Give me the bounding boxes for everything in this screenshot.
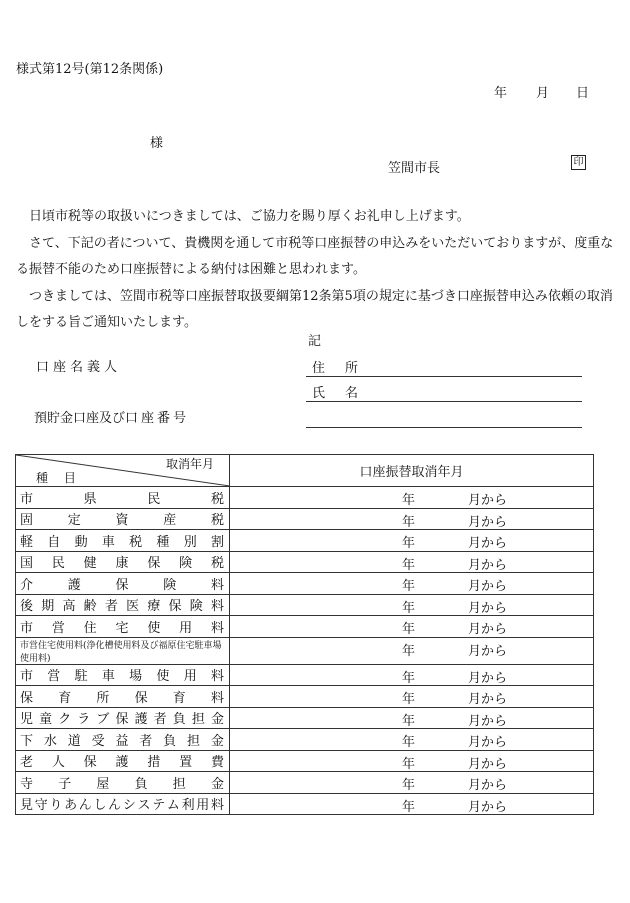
table-row: [16, 729, 594, 751]
cancel-month-cell: [230, 594, 594, 616]
category-char: 老: [20, 755, 34, 771]
category-char: 寺: [20, 776, 34, 792]
category-char: 自: [47, 534, 61, 550]
category-cell: [16, 664, 230, 686]
category-char: 産: [163, 513, 177, 529]
category-char: 種: [156, 534, 170, 550]
cancel-month-cell: [230, 573, 594, 595]
year-suffix: 年: [402, 622, 416, 637]
category-char: 介: [20, 577, 34, 593]
category-char: 金: [210, 733, 224, 749]
category-char: ム: [166, 798, 180, 814]
month-suffix: 月から: [468, 600, 508, 616]
category-char: 担: [187, 733, 201, 749]
category-char: 料: [210, 798, 224, 814]
cancel-month-cell: [230, 637, 594, 664]
category-cell: [16, 530, 230, 552]
table-row: [16, 616, 594, 638]
category-char: 駐: [74, 669, 88, 685]
cancel-month-cell: [230, 729, 594, 751]
category-char: 子: [58, 776, 72, 792]
category-char: 育: [172, 690, 186, 706]
category-char: 金: [210, 712, 224, 728]
year-suffix: 年: [402, 643, 416, 659]
category-label: [16, 509, 229, 528]
category-char: 動: [74, 534, 88, 550]
year-suffix: 年: [402, 713, 416, 729]
account-underline: [306, 427, 582, 428]
category-char: り: [49, 798, 63, 814]
table-row: [16, 594, 594, 616]
table-row: [16, 508, 594, 530]
category-char: 保: [115, 577, 129, 593]
category-char: 道: [67, 733, 81, 749]
year-suffix: 年: [402, 799, 416, 815]
category-char: 健: [83, 556, 97, 572]
category-cell: [16, 750, 230, 772]
category-char: 下: [20, 733, 34, 749]
category-char: 受: [91, 733, 105, 749]
category-label: [16, 665, 229, 684]
category-char: ん: [108, 798, 122, 814]
category-char: 医: [126, 599, 140, 615]
category-char: 負: [163, 733, 177, 749]
body-text: [16, 204, 616, 337]
category-char: 料: [210, 599, 224, 615]
category-char: 営: [47, 669, 61, 685]
category-char: 童: [39, 712, 53, 728]
category-char: 期: [41, 599, 55, 615]
month-suffix: 月から: [468, 670, 508, 686]
category-char: 利: [181, 798, 195, 814]
category-label: [16, 730, 229, 749]
category-char: 措: [147, 755, 161, 771]
corner-header-cell: [16, 455, 230, 487]
table-row: [16, 487, 594, 509]
category-char: 料: [210, 620, 224, 636]
category-cell: [16, 487, 230, 509]
body-paragraph: つきましては、笠間市税等口座振替取扱要綱第12条第5項の規定に基づき口座振替申込み依頼の取消しをする旨ご通知いたします。: [16, 288, 613, 330]
year-suffix: 年: [402, 735, 416, 750]
category-char: 使: [147, 620, 161, 636]
category-char: 齢: [83, 599, 97, 615]
category-char: 療: [147, 599, 161, 615]
date-year-label: 年: [494, 86, 508, 101]
month-suffix: 月から: [468, 536, 508, 551]
table-row: [16, 664, 594, 686]
category-label: [16, 773, 229, 792]
category-char: 市: [20, 491, 34, 507]
category-char: 護: [134, 712, 148, 728]
category-char: 国: [20, 556, 34, 572]
category-label: [16, 794, 229, 813]
sender-name: 笠間市長: [388, 161, 441, 176]
category-char: 負: [134, 776, 148, 792]
category-char: 保: [83, 755, 97, 771]
category-char: 軽: [20, 534, 34, 550]
category-char: 割: [210, 534, 224, 550]
cancel-month-cell: [230, 686, 594, 708]
category-char: 護: [115, 755, 129, 771]
category-char: 保: [147, 556, 161, 572]
category-char: 車: [101, 669, 115, 685]
category-char: シ: [122, 798, 136, 814]
category-char: 置: [179, 755, 193, 771]
category-label: [16, 687, 229, 706]
cancel-month-cell: [230, 707, 594, 729]
table-row: [16, 530, 594, 552]
month-suffix: 月から: [468, 799, 508, 815]
category-char: 保: [115, 712, 129, 728]
name-label: 氏名: [312, 386, 379, 401]
account-label-prefix: 預貯金口座及び: [34, 411, 126, 426]
name-underline: [306, 401, 582, 402]
cancel-month-cell: [230, 551, 594, 573]
category-char: テ: [152, 798, 166, 814]
category-char: 護: [67, 577, 81, 593]
category-char: 負: [172, 712, 186, 728]
category-char: 税: [210, 513, 224, 529]
year-suffix: 年: [402, 600, 416, 616]
year-suffix: 年: [402, 756, 416, 772]
category-char: 保: [20, 690, 34, 706]
category-char: 康: [115, 556, 129, 572]
date-day-label: 日: [576, 86, 590, 101]
category-char: あ: [64, 798, 78, 814]
table-row: [16, 686, 594, 708]
month-suffix: 月から: [468, 735, 508, 750]
year-suffix: 年: [402, 579, 416, 594]
account-number-label: [34, 407, 189, 426]
category-char: 別: [183, 534, 197, 550]
category-char: 者: [104, 599, 118, 615]
category-char: 者: [139, 733, 153, 749]
category-label: [16, 595, 229, 614]
category-char: 見: [20, 798, 34, 814]
category-label: [16, 751, 229, 770]
category-char: 担: [172, 776, 186, 792]
category-char: 料: [210, 669, 224, 685]
month-suffix: 月から: [468, 756, 508, 772]
form-title: 様式第12号(第12条関係): [16, 62, 164, 77]
category-char: 営: [51, 620, 65, 636]
category-cell: [16, 508, 230, 530]
table-row: [16, 707, 594, 729]
category-char: 水: [43, 733, 57, 749]
category-cell: [16, 686, 230, 708]
category-char: 益: [115, 733, 129, 749]
year-suffix: 年: [402, 692, 416, 707]
category-char: 固: [20, 513, 34, 529]
corner-header-top: 取消年月: [166, 457, 215, 471]
table-row: [16, 573, 594, 595]
category-char: 費: [210, 755, 224, 771]
year-suffix: 年: [402, 670, 416, 686]
category-char: 場: [129, 669, 143, 685]
column-header: 口座振替取消年月: [230, 455, 594, 487]
month-suffix: 月から: [468, 692, 508, 707]
category-char: 用: [183, 669, 197, 685]
category-label: [16, 552, 229, 571]
category-cell: [16, 793, 230, 815]
category-char: 民: [147, 491, 161, 507]
category-char: 民: [51, 556, 65, 572]
month-suffix: 月から: [468, 557, 508, 573]
category-char: 保: [168, 599, 182, 615]
month-suffix: 月から: [468, 643, 508, 659]
category-char: 険: [189, 599, 203, 615]
cancel-month-cell: [230, 750, 594, 772]
category-char: 料: [210, 577, 224, 593]
category-label: [16, 488, 229, 507]
category-cell: [16, 772, 230, 794]
category-char: 金: [210, 776, 224, 792]
category-char: 市: [20, 669, 34, 685]
category-char: 用: [179, 620, 193, 636]
corner-header-bottom: 種 目: [36, 471, 82, 485]
category-char: ん: [78, 798, 92, 814]
category-char: 用: [196, 798, 210, 814]
table-row: [16, 793, 594, 815]
body-paragraph: さて、下記の者について、貴機関を通して市税等口座振替の申込みをいただいておりますが、度重なる振替不能のため口座振替による納付は困難と思われます。: [16, 235, 614, 277]
category-char: 高: [62, 599, 76, 615]
table-header-row: [16, 455, 594, 487]
year-suffix: 年: [402, 778, 416, 793]
cancel-month-cell: [230, 530, 594, 552]
month-suffix: 月から: [468, 622, 508, 637]
category-char: 税: [210, 556, 224, 572]
address-underline: [306, 376, 582, 377]
year-suffix: 年: [402, 493, 416, 508]
category-char: 所: [96, 690, 110, 706]
category-cell: [16, 707, 230, 729]
cancel-month-cell: [230, 772, 594, 794]
category-char: 児: [20, 712, 34, 728]
category-char: ク: [58, 712, 72, 728]
category-char: 屋: [96, 776, 110, 792]
category-label: [16, 708, 229, 727]
year-suffix: 年: [402, 557, 416, 573]
category-char: 者: [153, 712, 167, 728]
cancellation-table: [15, 454, 594, 815]
category-label: [16, 617, 229, 636]
cancel-month-cell: [230, 793, 594, 815]
category-cell: [16, 616, 230, 638]
category-char: 車: [101, 534, 115, 550]
cancel-month-cell: [230, 664, 594, 686]
account-holder-label: 口座名義人: [36, 360, 122, 375]
table-row: [16, 637, 594, 664]
cancel-month-cell: [230, 508, 594, 530]
category-char: 税: [210, 491, 224, 507]
category-char: 使: [156, 669, 170, 685]
category-char: 税: [129, 534, 143, 550]
category-char: 住: [83, 620, 97, 636]
category-char: 市: [20, 620, 34, 636]
year-suffix: 年: [402, 536, 416, 551]
category-cell: [16, 594, 230, 616]
category-char: 宅: [115, 620, 129, 636]
year-suffix: 年: [402, 514, 416, 530]
category-label: [16, 574, 229, 593]
month-suffix: 月から: [468, 514, 508, 530]
month-suffix: 月から: [468, 778, 508, 793]
month-suffix: 月から: [468, 713, 508, 729]
category-label: [16, 531, 229, 550]
cancel-month-cell: [230, 616, 594, 638]
category-char: 料: [210, 690, 224, 706]
body-paragraph: 日頃市税等の取扱いにつきましては、ご協力を賜り厚くお礼申し上げます。: [29, 209, 470, 224]
category-char: 資: [115, 513, 129, 529]
category-cell: [16, 637, 230, 664]
category-cell: [16, 729, 230, 751]
month-suffix: 月から: [468, 579, 508, 594]
category-label: 市営住宅使用料(浄化槽使用料及び福原住宅駐車場使用料): [20, 640, 222, 664]
category-char: 定: [67, 513, 81, 529]
table-row: [16, 750, 594, 772]
category-char: 後: [20, 599, 34, 615]
account-label-suffix: 口座番号: [125, 411, 190, 426]
addressee-suffix: 様: [150, 136, 164, 151]
category-char: 険: [163, 577, 177, 593]
category-char: ラ: [77, 712, 91, 728]
table-row: [16, 772, 594, 794]
table-row: [16, 551, 594, 573]
category-cell: [16, 551, 230, 573]
category-char: 守: [34, 798, 48, 814]
category-cell: [16, 573, 230, 595]
address-label: 住所: [312, 361, 379, 376]
seal-mark: 印: [571, 155, 586, 170]
category-char: 険: [179, 556, 193, 572]
category-char: 育: [58, 690, 72, 706]
category-char: 担: [191, 712, 205, 728]
category-char: ブ: [96, 712, 110, 728]
month-suffix: 月から: [468, 493, 508, 508]
ki-heading: 記: [308, 334, 322, 349]
category-char: 保: [134, 690, 148, 706]
category-char: ス: [137, 798, 151, 814]
category-char: 県: [83, 491, 97, 507]
cancel-month-cell: [230, 487, 594, 509]
category-char: し: [93, 798, 107, 814]
category-char: 人: [51, 755, 65, 771]
date-month-label: 月: [536, 86, 550, 101]
